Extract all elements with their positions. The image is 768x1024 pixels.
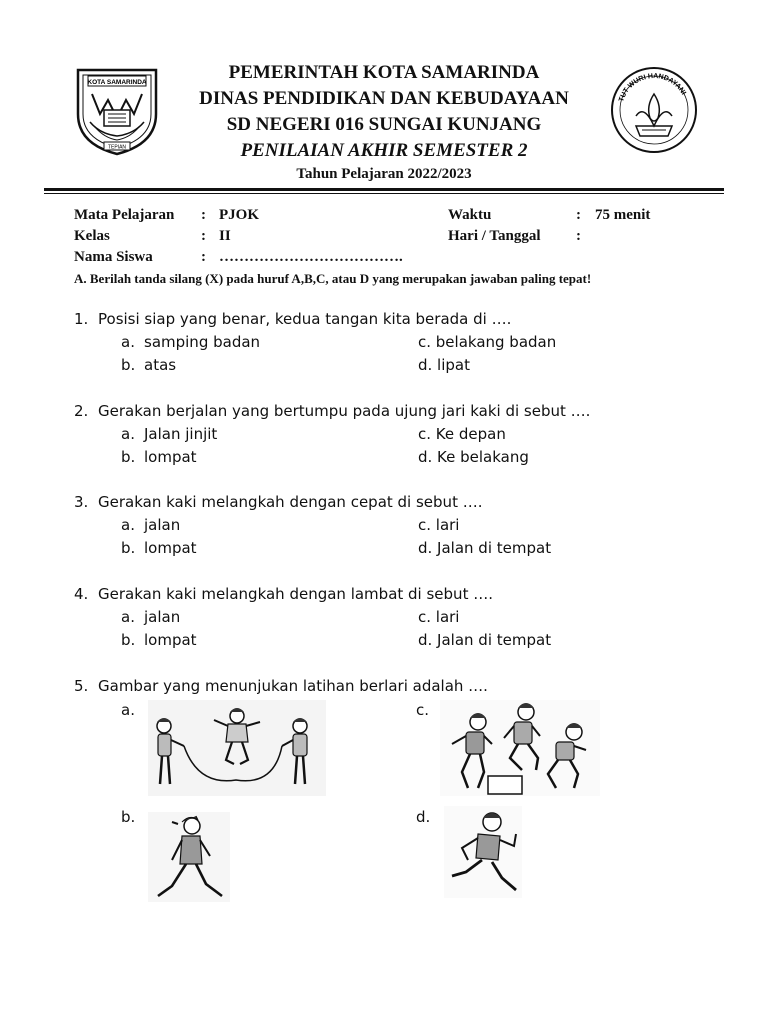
question-1-text: Posisi siap yang benar, kedua tangan kita berada di …. <box>98 310 512 328</box>
q5-option-a-letter[interactable]: a. <box>121 701 135 719</box>
q5-image-d-running[interactable] <box>444 806 522 898</box>
q2-option-a-letter[interactable]: a. <box>121 425 135 443</box>
q4-option-b[interactable]: lompat <box>144 631 197 649</box>
q1-option-b[interactable]: atas <box>144 356 177 374</box>
q5-option-d-letter[interactable]: d. <box>416 808 431 826</box>
q5-image-c-squat-jump[interactable] <box>440 700 600 796</box>
q1-option-a-letter[interactable]: a. <box>121 333 135 351</box>
header-exam-title: PENILAIAN AKHIR SEMESTER 2 <box>240 140 528 161</box>
date-colon: : <box>576 228 581 244</box>
q1-option-c[interactable]: c. belakang badan <box>418 333 557 351</box>
date-label: Hari / Tanggal <box>448 228 541 244</box>
q5-option-b-letter[interactable]: b. <box>121 808 136 826</box>
q5-option-c-letter[interactable]: c. <box>416 701 430 719</box>
q2-option-d[interactable]: d. Ke belakang <box>418 448 529 466</box>
time-label: Waktu <box>448 207 492 223</box>
q3-option-b-letter[interactable]: b. <box>121 539 136 557</box>
q2-option-c[interactable]: c. Ke depan <box>418 425 506 443</box>
q5-image-a-jump-rope[interactable] <box>148 700 326 796</box>
header-divider-thick <box>44 188 724 191</box>
q4-option-c[interactable]: c. lari <box>418 608 460 626</box>
question-2-text: Gerakan berjalan yang bertumpu pada ujung jari kaki di sebut …. <box>98 402 591 420</box>
q3-option-a-letter[interactable]: a. <box>121 516 135 534</box>
q4-option-a[interactable]: jalan <box>144 608 181 626</box>
question-1-number: 1. <box>74 310 89 328</box>
time-colon: : <box>576 207 581 223</box>
q2-option-b-letter[interactable]: b. <box>121 448 136 466</box>
name-field[interactable]: ………………………………. <box>219 249 403 265</box>
question-3-number: 3. <box>74 493 89 511</box>
class-label: Kelas <box>74 228 110 244</box>
q5-image-b-walking[interactable] <box>148 812 230 902</box>
q2-option-b[interactable]: lompat <box>144 448 197 466</box>
question-5-number: 5. <box>74 677 89 695</box>
question-5-text: Gambar yang menunjukan latihan berlari adalah …. <box>98 677 488 695</box>
q1-option-b-letter[interactable]: b. <box>121 356 136 374</box>
q3-option-d[interactable]: d. Jalan di tempat <box>418 539 552 557</box>
class-value: II <box>219 228 231 244</box>
subject-colon: : <box>201 207 206 223</box>
time-value: 75 menit <box>595 207 651 223</box>
q2-option-a[interactable]: Jalan jinjit <box>144 425 218 443</box>
question-3-text: Gerakan kaki melangkah dengan cepat di sebut …. <box>98 493 483 511</box>
question-2-number: 2. <box>74 402 89 420</box>
q4-option-b-letter[interactable]: b. <box>121 631 136 649</box>
q4-option-a-letter[interactable]: a. <box>121 608 135 626</box>
header-divider-thin <box>44 193 724 194</box>
subject-value: PJOK <box>219 207 259 223</box>
header-department: DINAS PENDIDIKAN DAN KEBUDAYAAN <box>199 88 569 109</box>
name-label: Nama Siswa <box>74 249 153 265</box>
header-school-year: Tahun Pelajaran 2022/2023 <box>296 166 472 182</box>
question-4-text: Gerakan kaki melangkah dengan lambat di sebut …. <box>98 585 493 603</box>
svg-text:TUT WURI HANDAYANI: TUT WURI HANDAYANI <box>618 72 687 103</box>
q3-option-b[interactable]: lompat <box>144 539 197 557</box>
name-colon: : <box>201 249 206 265</box>
q3-option-c[interactable]: c. lari <box>418 516 460 534</box>
subject-label: Mata Pelajaran <box>74 207 175 223</box>
q3-option-a[interactable]: jalan <box>144 516 181 534</box>
header-school: SD NEGERI 016 SUNGAI KUNJANG <box>226 114 542 135</box>
instruction-text: A. Berilah tanda silang (X) pada huruf A,B,C, atau D yang merupakan jawaban paling tepat! <box>74 271 592 286</box>
question-4-number: 4. <box>74 585 89 603</box>
q1-option-a[interactable]: samping badan <box>144 333 261 351</box>
class-colon: : <box>201 228 206 244</box>
header-government: PEMERINTAH KOTA SAMARINDA <box>228 62 540 83</box>
svg-text:TEPIAN: TEPIAN <box>107 144 127 151</box>
svg-text:KOTA SAMARINDA: KOTA SAMARINDA <box>87 79 147 86</box>
q1-option-d[interactable]: d. lipat <box>418 356 470 374</box>
q4-option-d[interactable]: d. Jalan di tempat <box>418 631 552 649</box>
